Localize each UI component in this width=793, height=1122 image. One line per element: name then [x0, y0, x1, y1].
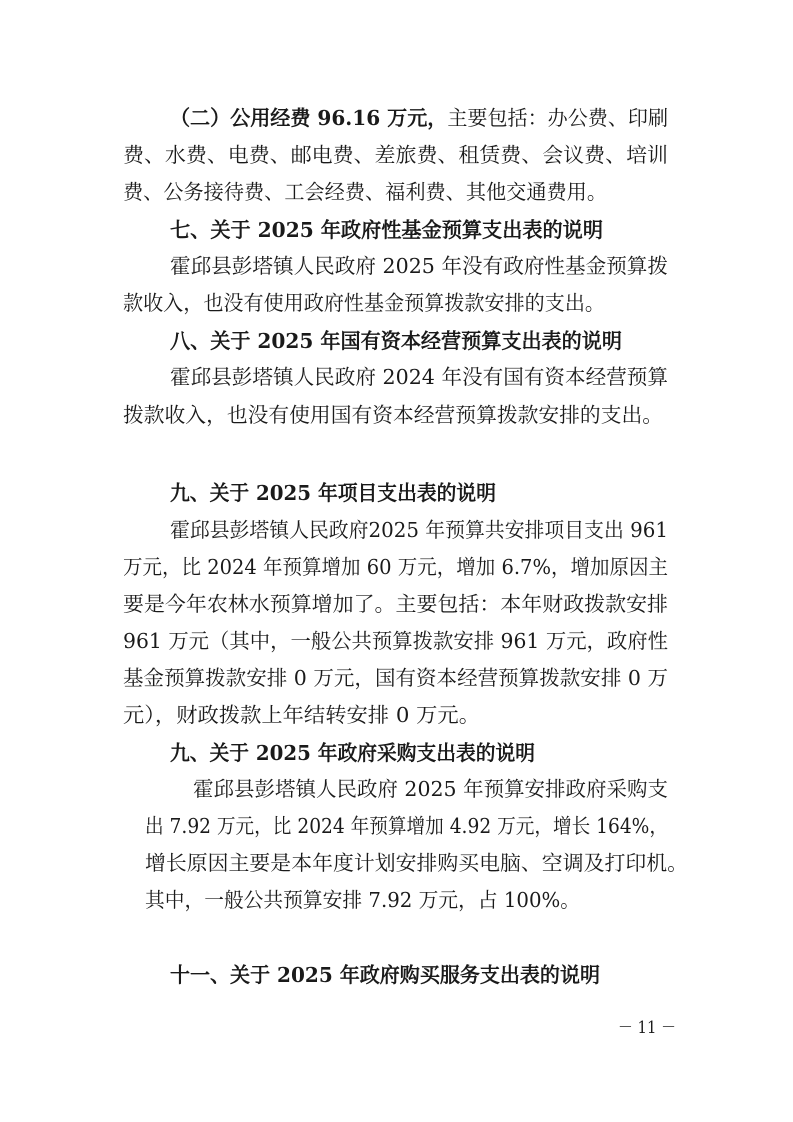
line-text: 元），财政拨款上年结转安排 0 万元。	[123, 703, 480, 727]
line-text: 主要包括：办公费、印刷	[447, 106, 668, 130]
section-9-body-line-1	[170, 520, 668, 541]
section-7-body-line-2	[123, 293, 605, 314]
line-text: 十一、关于 2025 年政府购买服务支出表的说明	[170, 963, 600, 987]
line-text: 霍邱县彭塔镇人民政府2025 年预算共安排项目支出 961	[170, 518, 668, 542]
section-7-heading	[170, 220, 603, 241]
public-funds-paragraph-line-1	[170, 108, 668, 129]
line-text: 961 万元（其中，一般公共预算拨款安排 961 万元，政府性	[123, 629, 668, 653]
section-9-body-line-3	[123, 594, 668, 615]
line-text: 基金预算拨款安排 0 万元，国有资本经营预算拨款安排 0 万	[123, 666, 668, 690]
line-text: 霍邱县彭塔镇人民政府 2024 年没有国有资本经营预算	[170, 365, 668, 389]
section-9b-body-line-3	[145, 853, 688, 874]
section-8-body-line-1	[170, 367, 668, 388]
line-text: 九、关于 2025 年项目支出表的说明	[170, 481, 496, 505]
bold-lead: （二）公用经费 96.16 万元，	[170, 106, 448, 130]
line-text: 霍邱县彭塔镇人民政府 2025 年没有政府性基金预算拨	[170, 254, 668, 278]
section-7-body-line-1	[170, 256, 668, 277]
section-9b-body-line-4	[145, 890, 580, 911]
section-9-body-line-5	[123, 668, 668, 689]
line-text: 费、水费、电费、邮电费、差旅费、租赁费、会议费、培训	[123, 143, 668, 167]
section-9-heading	[170, 483, 496, 504]
line-text: 要是今年农林水预算增加了。主要包括：本年财政拨款安排	[123, 592, 668, 616]
section-8-body-line-2	[123, 405, 663, 426]
line-text: 款收入，也没有使用政府性基金预算拨款安排的支出。	[123, 291, 605, 315]
section-11-heading	[170, 965, 600, 986]
page-number: － 11 －	[618, 1018, 676, 1038]
line-text: 费、公务接待费、工会经费、福利费、其他交通费用。	[123, 180, 607, 204]
line-text: 拨款收入，也没有使用国有资本经营预算拨款安排的支出。	[123, 403, 663, 427]
line-text: 其中，一般公共预算安排 7.92 万元，占 100%。	[145, 888, 580, 912]
section-8-heading	[170, 331, 622, 352]
public-funds-paragraph-line-2	[123, 145, 668, 166]
section-9-body-line-2	[123, 557, 668, 578]
line-text: 九、关于 2025 年政府采购支出表的说明	[170, 741, 535, 765]
line-text: 八、关于 2025 年国有资本经营预算支出表的说明	[170, 329, 622, 353]
line-text: 霍邱县彭塔镇人民政府 2025 年预算安排政府采购支	[193, 777, 668, 801]
line-text: 万元，比 2024 年预算增加 60 万元，增加 6.7%，增加原因主	[123, 555, 668, 579]
section-9-body-line-6	[123, 705, 480, 726]
line-text: 增长原因主要是本年度计划安排购买电脑、空调及打印机。	[145, 851, 688, 875]
line-text: 出 7.92 万元，比 2024 年预算增加 4.92 万元，增长 164%，	[145, 814, 668, 838]
public-funds-paragraph-line-3	[123, 182, 607, 203]
section-9-body-line-4	[123, 631, 668, 652]
line-text: 七、关于 2025 年政府性基金预算支出表的说明	[170, 218, 603, 242]
section-9b-heading	[170, 743, 535, 764]
section-9b-body-line-2	[145, 816, 668, 837]
section-9b-body-line-1	[193, 779, 668, 800]
